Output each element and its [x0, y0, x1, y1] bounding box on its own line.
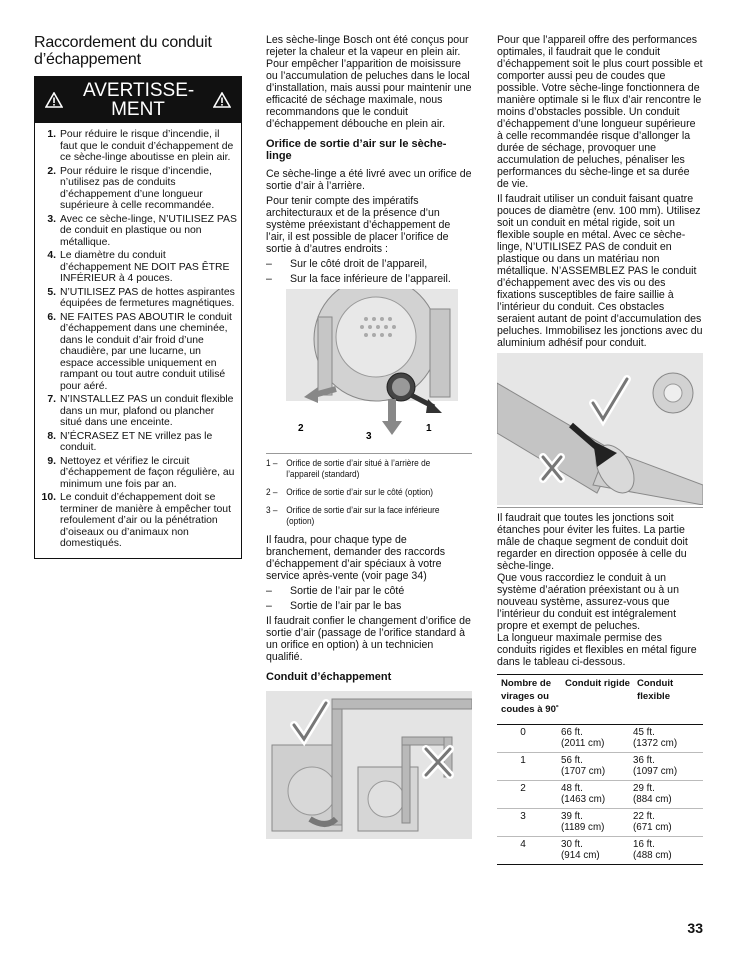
cell-rigid — [561, 753, 633, 781]
item-number: 7. — [47, 394, 56, 405]
bullet-item — [266, 258, 472, 270]
warning-item — [39, 214, 237, 249]
item-text: Nettoyez et vérifiez le circuit d’échappement de façon régulière, au minimum une fois par an. — [60, 455, 235, 490]
header-rigid: Conduit rigide — [561, 675, 633, 725]
warning-item — [39, 492, 237, 550]
figure-captions — [266, 458, 456, 527]
duct-comparison-drawing — [266, 691, 472, 839]
cell-rigid — [561, 781, 633, 809]
dash: – — [266, 585, 272, 597]
header-flexible: Conduit flexible — [633, 675, 703, 725]
bullet-text: Sortie de l’air par le bas — [290, 600, 402, 612]
value-cm: (1097 cm) — [633, 766, 678, 777]
max-length-table — [497, 674, 703, 865]
cell-rigid — [561, 809, 633, 837]
bullet-text: Sur le côté droit de l’appareil, — [290, 258, 428, 270]
value-ft: 66 ft. — [561, 727, 583, 738]
caption-item — [266, 487, 456, 498]
material-paragraph: Il faudrait utiliser un conduit faisant quatre pouces de diamètre (env. 100 mm). Utilisez soit un conduit en métal rigide, soit un flexible souple en métal. Avec ce sèche-linge, N’UTILISEZ PAS de conduit en plastique ou dans un matériau non métallique. N’ASSEMBLEZ PAS le conduit d’échappement avec des vis ou des fixations susceptibles de faire saillie à l’intérieur du conduit. Ces obstacles seraient autant de point d’accumulation des peluches. Immobilisez les jonctions avec du aluminium adhésif pour conduit. — [497, 193, 703, 349]
branch-paragraph: Il faudra, pour chaque type de branchement, demander des raccords d’échappement d’air spéciaux à votre service après-vente (voir page 34) — [266, 534, 446, 582]
value-ft: 29 ft. — [633, 783, 655, 794]
duct-routing-illustration — [266, 691, 472, 839]
value-ft: 39 ft. — [561, 811, 583, 822]
warning-triangle-icon — [213, 92, 231, 108]
bullet-item — [266, 600, 472, 612]
item-text: Le diamètre du conduit d’échappement NE DOIT PAS ÊTRE INFÉRIEUR à 4 pouces. — [60, 250, 230, 284]
caption-text: Orifice de sortie d’air situé à l’arrière de l’appareil (standard) — [286, 458, 431, 479]
value-ft: 36 ft. — [633, 755, 655, 766]
warning-item — [39, 394, 237, 429]
heading-conduit: Conduit d’échappement — [266, 671, 392, 683]
cell-bends: 3 — [497, 809, 561, 837]
item-text: Avec ce sèche-linge, N’UTILISEZ PAS de conduit en plastique ou non métallique. — [60, 213, 237, 248]
dash: – — [266, 258, 272, 270]
value-ft: 56 ft. — [561, 755, 583, 766]
item-text: N’UTILISEZ PAS de hottes aspirantes équipées de fermetures magnétiques. — [60, 286, 235, 309]
cell-flexible — [633, 837, 703, 865]
caption-number: 1 – — [266, 458, 278, 468]
heading-orifice: Orifice de sortie d’air sur le sèche-linge — [266, 138, 447, 162]
warning-item — [39, 287, 237, 310]
cell-flexible — [633, 809, 703, 837]
item-text: N’INSTALLEZ PAS un conduit flexible dans un mur, plafond ou plancher situé dans une enceinte. — [60, 394, 234, 428]
value-ft: 48 ft. — [561, 783, 583, 794]
table-row — [497, 725, 703, 753]
bullet-text: Sur la face inférieure de l’appareil. — [290, 273, 451, 285]
value-ft: 30 ft. — [561, 839, 583, 850]
value-ft: 45 ft. — [633, 727, 655, 738]
dryer-outlet-drawing — [266, 289, 472, 439]
bullet-item — [266, 273, 472, 285]
value-ft: 22 ft. — [633, 811, 655, 822]
warning-item — [39, 312, 237, 393]
caption-text: Orifice de sortie d’air sur la face inférieure (option) — [286, 505, 440, 526]
cell-rigid — [561, 725, 633, 753]
column-duct-guidelines — [497, 34, 703, 865]
bullet-item — [266, 585, 472, 597]
value-ft: 16 ft. — [633, 839, 655, 850]
caption-number: 3 – — [266, 505, 278, 515]
table-row — [497, 753, 703, 781]
value-cm: (1707 cm) — [561, 766, 606, 777]
item-text: N’ÉCRASEZ ET NE vrillez pas le conduit. — [60, 430, 213, 453]
warning-item — [39, 166, 237, 212]
caption-text: Orifice de sortie d’air sur le côté (option) — [286, 487, 434, 497]
page-number: 33 — [687, 920, 703, 936]
warning-triangle-icon — [45, 92, 63, 108]
cell-flexible — [633, 781, 703, 809]
orifice-paragraph: Ce sèche-linge a été livré avec un orifice de sortie d’air à l’arrière. — [266, 168, 472, 192]
value-cm: (1463 cm) — [561, 794, 606, 805]
orifice-paragraph: Pour tenir compte des impératifs architecturaux et de la présence d’un système préexistant d’échappement de l’air, il est possible de placer l’orifice de sortie à d’autres endroits : — [266, 195, 451, 255]
divider — [497, 507, 703, 508]
item-number: 6. — [47, 311, 56, 323]
performance-paragraph: Pour que l’appareil offre des performances optimales, il faudrait que le conduit d’échappement soit le plus court possible et comporter aussi peu de coudes que possible. Votre sèche-linge fonctionnera de manière optimale si le flux d’air rencontre le moins d’obstacles possible. Un conduit d’échappement d’une longueur supérieure à celle recommandée risque d’allonger la durée de séchage, provoquer une accumulation de peluches, pénaliser les performances du sèche-linge et sa durée de vie. — [497, 34, 703, 190]
caption-item — [266, 505, 456, 527]
warning-box — [34, 76, 242, 559]
label-1: 1 — [426, 423, 432, 434]
intro-paragraph: Les sèche-linge Bosch ont été conçus pour rejeter la chaleur et la vapeur en plein air. Pour empêcher l’apparition de moisissure ou l’accumulation de peluches dans le local d’installation, mais aussi pour maintenir une efficacité de séchage maximale, nous recommandons que le conduit d’échappement débouche en plein air. — [266, 34, 472, 130]
value-cm: (884 cm) — [633, 794, 672, 805]
warning-item — [39, 456, 237, 491]
bullet-text: Sortie de l’air par le côté — [290, 585, 405, 597]
item-number: 3. — [47, 213, 56, 225]
cell-bends: 2 — [497, 781, 561, 809]
divider — [266, 453, 472, 454]
table-header-row — [497, 675, 703, 725]
cell-bends: 1 — [497, 753, 561, 781]
label-3: 3 — [366, 431, 372, 439]
item-number: 9. — [47, 455, 56, 467]
item-text: Le conduit d’échappement doit se terminer de manière à empêcher tout refoulement d’air ou la pénétration d’oiseaux ou d’animaux non domestiqués. — [60, 492, 231, 549]
caption-number: 2 – — [266, 487, 278, 497]
warning-header — [35, 77, 241, 123]
cell-flexible — [633, 753, 703, 781]
column-outlet — [266, 34, 472, 839]
item-number: 8. — [47, 430, 56, 442]
value-cm: (1189 cm) — [561, 822, 605, 833]
item-text: Pour réduire le risque d’incendie, il faut que le conduit d’échappement de ce sèche-linge aboutisse en plein air. — [60, 129, 234, 163]
duct-tape-drawing — [497, 353, 703, 505]
cleanliness-paragraph: Que vous raccordiez le conduit à un système d’aération préexistant ou à un nouveau système, assurez-vous que l’intérieur du conduit est intégralement propre et exempt de peluches. — [497, 572, 679, 632]
table-row — [497, 809, 703, 837]
item-text: Pour réduire le risque d’incendie, n’utilisez pas de conduits d’échappement d’une longueur supérieure à celle recommandée. — [60, 165, 215, 211]
value-cm: (2011 cm) — [561, 738, 605, 749]
item-number: 5. — [47, 286, 56, 298]
item-number: 4. — [47, 250, 56, 261]
dryer-back-illustration — [266, 289, 472, 439]
table-row — [497, 837, 703, 865]
label-2: 2 — [298, 423, 304, 434]
warning-item — [39, 129, 237, 164]
dash: – — [266, 600, 272, 612]
value-cm: (488 cm) — [633, 850, 672, 861]
item-number: 1. — [47, 129, 56, 140]
caption-item — [266, 458, 456, 480]
item-number: 2. — [47, 165, 56, 177]
column-warnings — [34, 34, 242, 559]
value-cm: (914 cm) — [561, 850, 600, 861]
cell-rigid — [561, 837, 633, 865]
section-title: Raccordement du conduit d’échappement — [34, 34, 212, 68]
joints-paragraph: Il faudrait que toutes les jonctions soit étanches pour éviter les fuites. La partie mâle de chaque segment de conduit doit regarder en direction opposée à celle du sèche-linge. — [497, 512, 688, 572]
value-cm: (1372 cm) — [633, 738, 678, 749]
table-row — [497, 781, 703, 809]
value-cm: (671 cm) — [633, 822, 672, 833]
cell-bends: 4 — [497, 837, 561, 865]
warning-list — [35, 123, 241, 550]
length-paragraph: La longueur maximale permise des conduits rigides et flexibles en métal figure dans le tableau ci-dessous. — [497, 632, 697, 668]
item-text: NE FAITES PAS ABOUTIR le conduit d’échappement dans une cheminée, dans le conduit d’air froid d’une chaudière, par une lucarne, un espace accessible uniquement en rampant ou tout autre conduit utilisé pour aéré. — [60, 311, 232, 392]
dash: – — [266, 273, 272, 285]
cell-bends: 0 — [497, 725, 561, 753]
technician-paragraph: Il faudrait confier le changement d’orifice de sortie d’air (passage de l’orifice standard à un orifice en option) à un technicien qualifié. — [266, 615, 471, 663]
item-number: 10. — [41, 492, 56, 503]
header-bends: Nombre de virages ou coudes à 90˚ — [497, 675, 561, 725]
warning-item — [39, 250, 237, 285]
cell-flexible — [633, 725, 703, 753]
duct-joint-illustration — [497, 353, 703, 505]
warning-title: AVERTISSE-MENT — [83, 80, 195, 120]
warning-item — [39, 431, 237, 454]
